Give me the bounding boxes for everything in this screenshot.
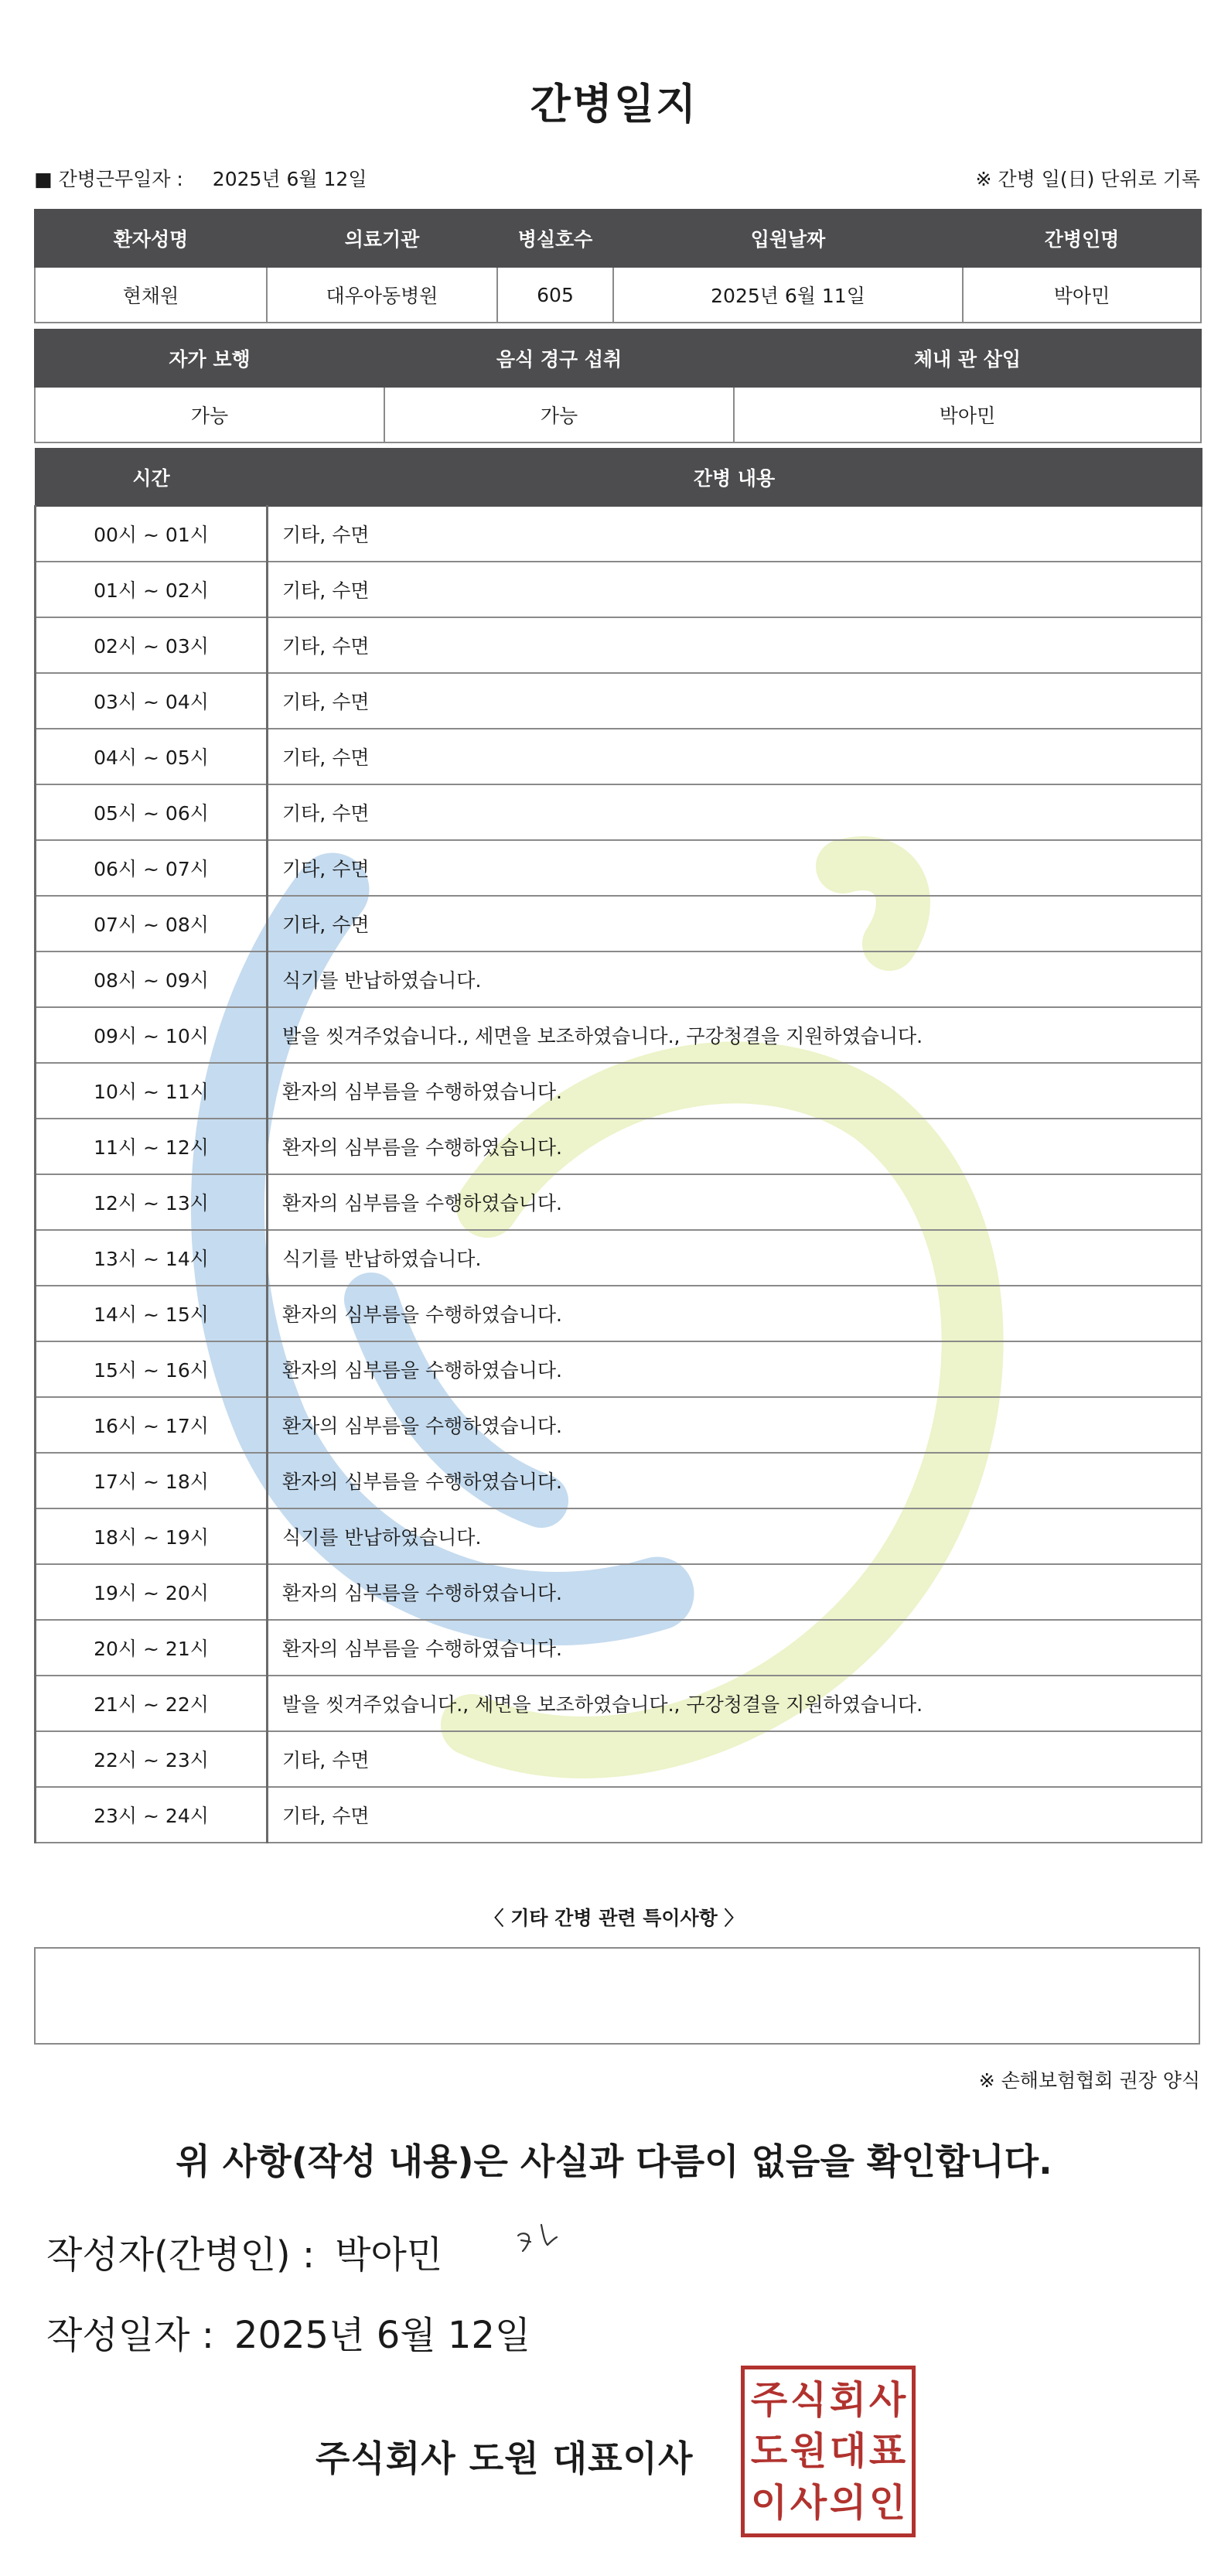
oral-intake-status: 가능 (384, 387, 734, 442)
care-log-content: 환자의 심부름을 수행하였습니다. (268, 1453, 1202, 1508)
remarks-title: 〈 기타 간병 관련 특이사항 〉 (484, 1907, 744, 1929)
header-room: 병실호수 (497, 210, 613, 267)
company-signature: 주식회사 도원 대표이사 (316, 2438, 694, 2479)
work-date-label: ■ 간병근무일자 : (34, 168, 183, 190)
care-log-time: 14시 ~ 15시 (36, 1286, 268, 1341)
care-log-content: 식기를 반납하였습니다. (268, 1508, 1202, 1564)
patient-info-table (34, 209, 1202, 323)
care-log-content: 기타, 수면 (268, 617, 1202, 673)
care-log-content: 환자의 심부름을 수행하였습니다. (268, 1119, 1202, 1174)
patient-name: 현채원 (35, 267, 267, 323)
care-log-time: 21시 ~ 22시 (36, 1676, 268, 1731)
care-log-row (36, 1453, 1202, 1508)
seal-char: 도 (750, 2428, 788, 2474)
work-date-value: 2025년 6월 12일 (212, 168, 367, 190)
room-number: 605 (497, 267, 613, 323)
care-log-row (36, 1787, 1202, 1843)
seal-char: 대 (829, 2428, 867, 2474)
meta-row (34, 162, 1200, 193)
care-log-time: 00시 ~ 01시 (36, 506, 268, 562)
care-log-row (36, 1286, 1202, 1341)
header-patient-name: 환자성명 (35, 210, 267, 267)
care-log-row (36, 1230, 1202, 1286)
care-log-content: 환자의 심부름을 수행하였습니다. (268, 1564, 1202, 1620)
remarks-content (36, 1949, 1199, 1970)
care-log-time: 08시 ~ 09시 (36, 951, 268, 1007)
patient-status-table (34, 329, 1202, 443)
patient-status-header (35, 330, 1201, 387)
walking-status: 가능 (35, 387, 384, 442)
care-log-time: 05시 ~ 06시 (36, 784, 268, 840)
care-log-time: 09시 ~ 10시 (36, 1007, 268, 1063)
care-log-time: 04시 ~ 05시 (36, 729, 268, 784)
care-log-time: 06시 ~ 07시 (36, 840, 268, 896)
tube-insertion-status: 박아민 (734, 387, 1201, 442)
header-oral-intake: 음식 경구 섭취 (384, 330, 734, 387)
care-log-row (36, 1731, 1202, 1787)
care-log-content: 환자의 심부름을 수행하였습니다. (268, 1620, 1202, 1676)
care-log-content: 발을 씻겨주었습니다., 세면을 보조하였습니다., 구강청결을 지원하였습니다. (268, 1007, 1202, 1063)
care-log-content: 발을 씻겨주었습니다., 세면을 보조하였습니다., 구강청결을 지원하였습니다. (268, 1676, 1202, 1731)
care-log-content: 기타, 수면 (268, 840, 1202, 896)
care-log-content: 환자의 심부름을 수행하였습니다. (268, 1174, 1202, 1230)
care-log-content: 기타, 수면 (268, 729, 1202, 784)
care-log-content: 환자의 심부름을 수행하였습니다. (268, 1063, 1202, 1119)
care-log-time: 16시 ~ 17시 (36, 1397, 268, 1453)
care-log-row (36, 840, 1202, 896)
remarks-box (34, 1947, 1200, 2045)
writer-label: 작성자(간병인) : (46, 2233, 316, 2277)
care-log-row (36, 1397, 1202, 1453)
admission-date: 2025년 6월 11일 (613, 267, 963, 323)
care-log-row (36, 1564, 1202, 1620)
header-caregiver-name: 간병인명 (963, 210, 1201, 267)
care-log-content: 식기를 반납하였습니다. (268, 1230, 1202, 1286)
care-log-row (36, 506, 1202, 562)
care-log-row (36, 1007, 1202, 1063)
care-log-row (36, 1119, 1202, 1174)
care-log-time: 03시 ~ 04시 (36, 673, 268, 729)
care-log-row (36, 1063, 1202, 1119)
care-log-header (36, 449, 1202, 506)
hospital: 대우아동병원 (267, 267, 497, 323)
header-admission-date: 입원날짜 (613, 210, 963, 267)
seal-char: 식 (790, 2376, 827, 2422)
care-log-time: 23시 ~ 24시 (36, 1787, 268, 1843)
work-date (34, 164, 373, 192)
care-log-row (36, 729, 1202, 784)
header-hospital: 의료기관 (267, 210, 497, 267)
care-log-content: 기타, 수면 (268, 896, 1202, 951)
care-log-time: 22시 ~ 23시 (36, 1731, 268, 1787)
care-log-row (36, 1620, 1202, 1676)
seal-char: 회 (829, 2376, 867, 2422)
care-log-table (34, 448, 1202, 1843)
record-note: ※ 간병 일(日) 단위로 기록 (975, 168, 1200, 190)
seal-char: 인 (868, 2480, 906, 2526)
writer-name: 박아민 (335, 2233, 443, 2277)
care-log-row (36, 896, 1202, 951)
patient-info-values (35, 267, 1201, 323)
care-log-row (36, 1174, 1202, 1230)
seal-char: 의 (829, 2480, 867, 2526)
care-log-time: 11시 ~ 12시 (36, 1119, 268, 1174)
care-log-row (36, 617, 1202, 673)
care-log-time: 15시 ~ 16시 (36, 1341, 268, 1397)
care-log-time: 02시 ~ 03시 (36, 617, 268, 673)
care-log-content: 환자의 심부름을 수행하였습니다. (268, 1341, 1202, 1397)
header-tube-insertion: 체내 관 삽입 (734, 330, 1201, 387)
document-title: 간병일지 (530, 80, 698, 128)
care-log-row (36, 1341, 1202, 1397)
seal-char: 표 (868, 2428, 906, 2474)
care-log-time: 07시 ~ 08시 (36, 896, 268, 951)
header-time: 시간 (36, 449, 268, 506)
care-log-time: 20시 ~ 21시 (36, 1620, 268, 1676)
patient-info-header (35, 210, 1201, 267)
care-log-content: 기타, 수면 (268, 1731, 1202, 1787)
care-log-row (36, 1508, 1202, 1564)
care-log-content: 기타, 수면 (268, 562, 1202, 617)
seal-char: 이 (750, 2480, 788, 2526)
care-log-time: 18시 ~ 19시 (36, 1508, 268, 1564)
care-log-time: 12시 ~ 13시 (36, 1174, 268, 1230)
seal-char: 사 (790, 2480, 827, 2526)
caregiver-name: 박아민 (963, 267, 1201, 323)
care-log-row (36, 784, 1202, 840)
written-date-line (46, 2305, 530, 2359)
care-log-row (36, 1676, 1202, 1731)
care-log-row (36, 951, 1202, 1007)
care-log-row (36, 562, 1202, 617)
care-log-time: 13시 ~ 14시 (36, 1230, 268, 1286)
seal-char: 사 (868, 2376, 906, 2422)
written-date-label: 작성일자 : (46, 2314, 214, 2357)
care-log-body (36, 506, 1202, 1843)
care-log-content: 기타, 수면 (268, 673, 1202, 729)
confirmation-statement: 위 사항(작성 내용)은 사실과 다름이 없음을 확인합니다. (176, 2140, 1052, 2182)
care-log-content: 식기를 반납하였습니다. (268, 951, 1202, 1007)
care-log-row (36, 673, 1202, 729)
care-log-content: 기타, 수면 (268, 1787, 1202, 1843)
form-note: ※ 손해보험협회 권장 양식 (978, 2069, 1200, 2092)
care-log-time: 17시 ~ 18시 (36, 1453, 268, 1508)
care-log-time: 19시 ~ 20시 (36, 1564, 268, 1620)
written-date-value: 2025년 6월 12일 (234, 2314, 531, 2357)
care-log-content: 환자의 심부름을 수행하였습니다. (268, 1286, 1202, 1341)
header-care-content: 간병 내용 (268, 449, 1202, 506)
company-seal (741, 2366, 916, 2537)
handwritten-signature (510, 2219, 580, 2265)
seal-char: 주 (750, 2376, 788, 2422)
care-log-time: 10시 ~ 11시 (36, 1063, 268, 1119)
seal-char: 원 (790, 2428, 827, 2474)
care-log-content: 기타, 수면 (268, 784, 1202, 840)
patient-status-values (35, 387, 1201, 442)
header-walking: 자가 보행 (35, 330, 384, 387)
care-log-content: 환자의 심부름을 수행하였습니다. (268, 1397, 1202, 1453)
care-log-content: 기타, 수면 (268, 506, 1202, 562)
care-log-time: 01시 ~ 02시 (36, 562, 268, 617)
writer-line (46, 2225, 442, 2278)
